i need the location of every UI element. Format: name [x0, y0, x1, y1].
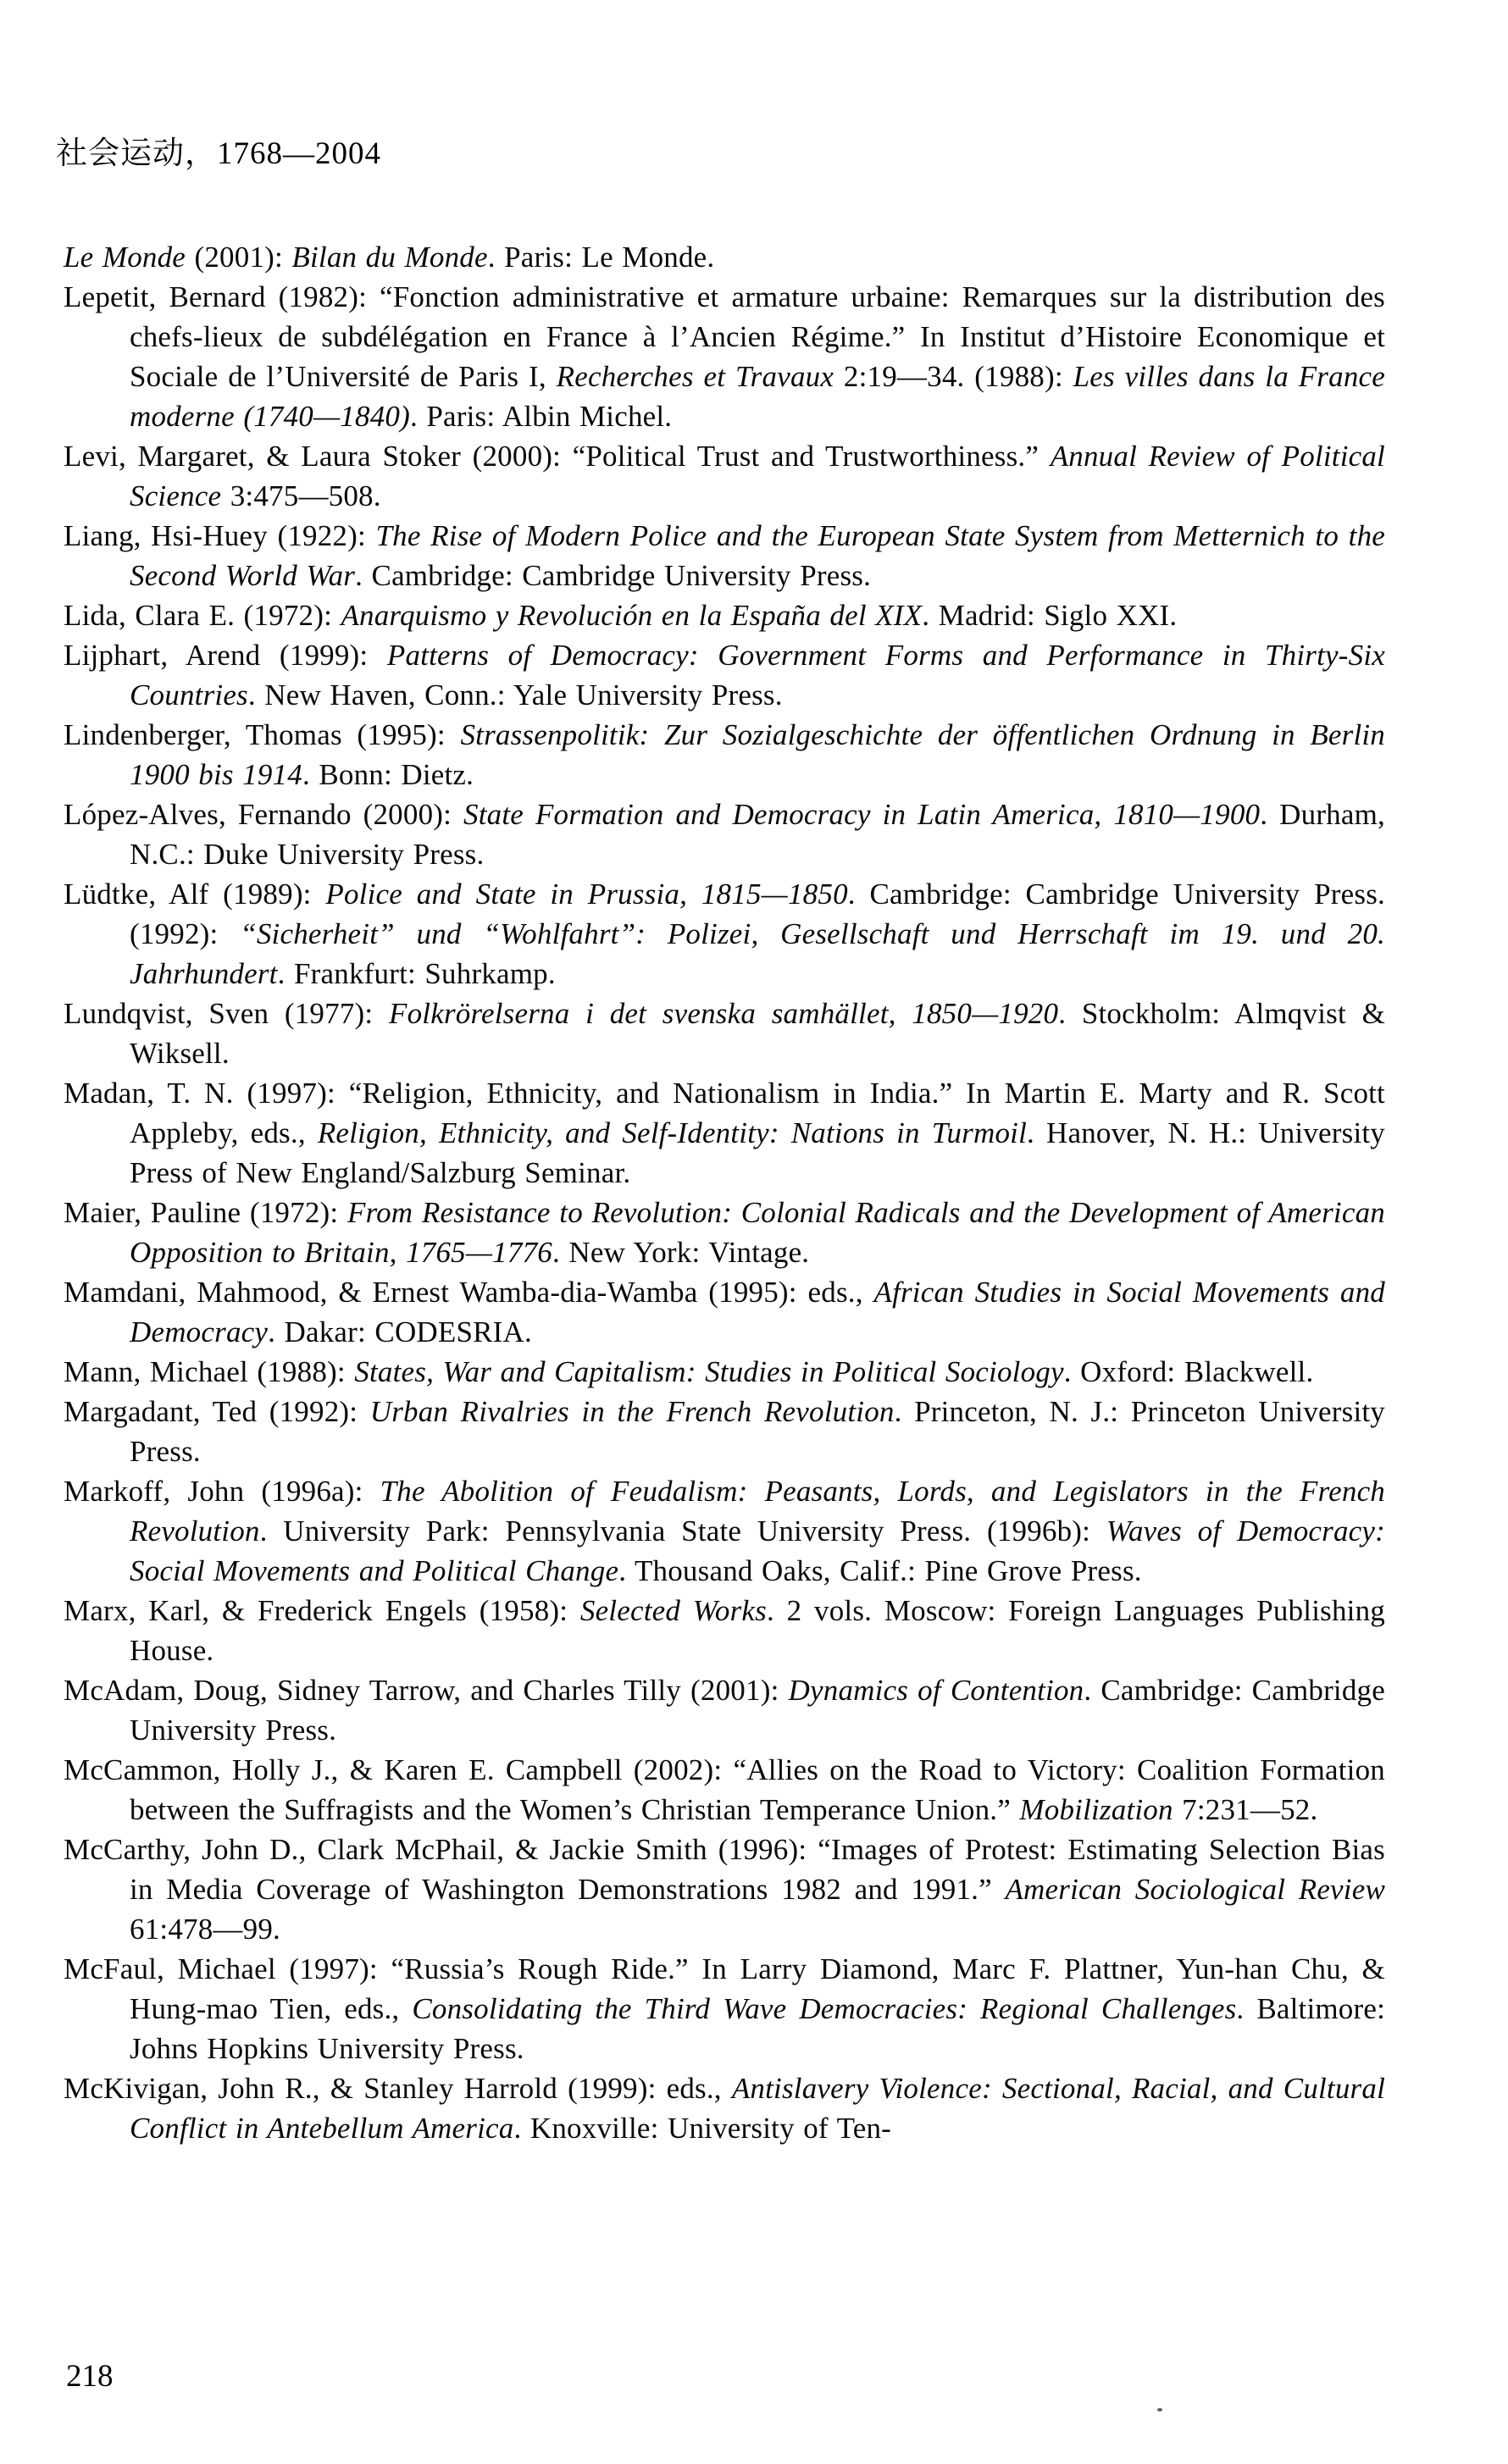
reference-title-segment: Urban Rivalries in the French Revolution — [369, 1395, 895, 1428]
reference-entry — [64, 516, 1385, 595]
reference-entry — [64, 1471, 1385, 1591]
reference-text-segment: Marx, Karl, & Frederick Engels (1958): — [64, 1594, 580, 1627]
reference-entry — [64, 795, 1385, 874]
reference-entry — [64, 1392, 1385, 1471]
reference-text-segment: 7:231—52. — [1173, 1793, 1318, 1826]
reference-entry — [64, 1670, 1385, 1750]
reference-text-segment: Mamdani, Mahmood, & Ernest Wamba-dia-Wamba (1995): eds., — [64, 1276, 874, 1309]
reference-title-segment: Waves of Democracy: Social Movements and Political Change — [130, 1514, 1385, 1587]
reference-title-segment: The Abolition of Feudalism: Peasants, Lords, and Legislators in the French Revolution — [130, 1475, 1385, 1548]
reference-text-segment: Lida, Clara E. (1972): — [64, 599, 341, 632]
reference-entry — [64, 994, 1385, 1073]
reference-text-segment: Mann, Michael (1988): — [64, 1355, 355, 1388]
reference-text-segment: Madan, T. N. (1997): “Religion, Ethnicity, and Nationalism in India.” In Martin E. Marty and R. Scott Appleby, eds., — [64, 1077, 1385, 1149]
reference-entry — [64, 1949, 1385, 2068]
reference-entry — [64, 635, 1385, 715]
reference-entry — [64, 1272, 1385, 1352]
reference-title-segment: Strassenpolitik: Zur Sozialgeschichte der öffentlichen Ordnung in Berlin 1900 bis 1914 — [130, 718, 1386, 791]
reference-title-segment: States, War and Capitalism: Studies in Political Sociology — [354, 1355, 1064, 1388]
reference-text-segment: (2001): — [186, 241, 292, 274]
reference-title-segment: American Sociological Review — [1005, 1873, 1385, 1906]
reference-text-segment: Maier, Pauline (1972): — [64, 1196, 347, 1229]
reference-text-segment: . Hanover, N. H.: University Press of New England/Salzburg Seminar. — [130, 1116, 1386, 1189]
reference-text-segment: . Frankfurt: Suhrkamp. — [277, 957, 556, 990]
reference-title-segment: Selected Works — [579, 1594, 767, 1627]
reference-text-segment: Lepetit, Bernard (1982): “Fonction administrative et armature urbaine: Remarques sur la distribution des chefs-lieux de subdélégation en France à l’Ancien Régime.” In Institut d’Histoire Economique et Sociale de l’Université de Paris I, — [64, 280, 1385, 393]
reference-entry — [64, 277, 1385, 436]
reference-entry — [64, 2068, 1385, 2148]
reference-title-segment: Folkrörelserna i det svenska samhället, 1850—1920 — [389, 997, 1059, 1030]
reference-title-segment: Mobilization — [1019, 1793, 1173, 1826]
reference-text-segment: . Thousand Oaks, Calif.: Pine Grove Press. — [618, 1554, 1142, 1587]
reference-entry — [64, 595, 1385, 635]
reference-text-segment: Lundqvist, Sven (1977): — [64, 997, 390, 1030]
reference-text-segment: McFaul, Michael (1997): “Russia’s Rough Ride.” In Larry Diamond, Marc F. Plattner, Yun-han Chu, & Hung-mao Tien, eds., — [64, 1952, 1385, 2025]
reference-text-segment: . Stockholm: Almqvist & Wiksell. — [130, 997, 1385, 1070]
reference-text-segment: . Paris: Le Monde. — [487, 241, 715, 274]
reference-text-segment: . Paris: Albin Michel. — [409, 400, 673, 433]
reference-text-segment: López-Alves, Fernando (2000): — [64, 798, 464, 831]
reference-title-segment: Les villes dans la France moderne (1740—1840) — [130, 360, 1385, 433]
reference-title-segment: Annual Review of Political Science — [130, 440, 1385, 512]
reference-text-segment: . Princeton, N. J.: Princeton University Press. — [130, 1395, 1385, 1468]
reference-title-segment: Police and State in Prussia, 1815—1850 — [325, 878, 848, 911]
reference-text-segment: McAdam, Doug, Sidney Tarrow, and Charles Tilly (2001): — [64, 1674, 789, 1707]
reference-entry — [64, 1193, 1385, 1272]
reference-text-segment: . Knoxville: University of Ten- — [513, 2112, 892, 2145]
reference-entry — [64, 1352, 1385, 1392]
reference-entry — [64, 715, 1385, 795]
reference-text-segment: . New York: Vintage. — [552, 1236, 810, 1269]
reference-title-segment: “Sicherheit” und “Wohlfahrt”: Polizei, Gesellschaft und Herrschaft im 19. und 20. Jahrhundert — [130, 917, 1385, 990]
reference-entry — [64, 1830, 1385, 1949]
reference-title-segment: State Formation and Democracy in Latin America, 1810—1900 — [463, 798, 1261, 831]
reference-text-segment: McCammon, Holly J., & Karen E. Campbell (2002): “Allies on the Road to Victory: Coalition Formation between the Suffragists and the Women’s Christian Temperance Union.” — [64, 1753, 1385, 1826]
reference-title-segment: Dynamics of Contention — [788, 1674, 1084, 1707]
reference-title-segment: Anarquismo y Revolución en la España del XIX — [341, 599, 923, 632]
reference-text-segment: . University Park: Pennsylvania State University Press. (1996b): — [259, 1514, 1106, 1548]
reference-text-segment: Lindenberger, Thomas (1995): — [64, 718, 461, 751]
reference-text-segment: Liang, Hsi-Huey (1922): — [64, 519, 376, 552]
reference-entry — [64, 1073, 1385, 1193]
reference-text-segment: McCarthy, John D., Clark McPhail, & Jackie Smith (1996): “Images of Protest: Estimating Selection Bias in Media Coverage of Washington Demonstrations 1982 and 1991.” — [64, 1833, 1385, 1906]
reference-text-segment: . 2 vols. Moscow: Foreign Languages Publishing House. — [130, 1594, 1385, 1667]
reference-entry — [64, 874, 1385, 994]
reference-title-segment: Religion, Ethnicity, and Self-Identity: Nations in Turmoil — [317, 1116, 1028, 1149]
reference-text-segment: . Baltimore: Johns Hopkins University Press. — [130, 1992, 1386, 2065]
reference-text-segment: McKivigan, John R., & Stanley Harrold (1999): eds., — [64, 2072, 732, 2105]
reference-text-segment: 61:478—99. — [130, 1913, 280, 1946]
reference-text-segment: . Bonn: Dietz. — [302, 758, 474, 791]
reference-text-segment: Lüdtke, Alf (1989): — [64, 878, 326, 911]
running-header: 社会运动，1768—2004 — [56, 136, 381, 171]
reference-entry — [64, 1591, 1385, 1670]
reference-text-segment: Lijphart, Arend (1999): — [64, 639, 387, 672]
reference-list — [64, 237, 1385, 2148]
reference-text-segment: 3:475—508. — [221, 479, 381, 512]
scan-speck — [1157, 2408, 1162, 2411]
reference-entry — [64, 436, 1385, 516]
reference-text-segment: . Cambridge: Cambridge University Press. — [130, 1674, 1385, 1747]
reference-title-segment: Le Monde — [64, 241, 186, 274]
reference-entry — [64, 237, 1385, 277]
reference-title-segment: Antislavery Violence: Sectional, Racial, and Cultural Conflict in Antebellum America — [130, 2072, 1385, 2145]
reference-entry — [64, 1750, 1385, 1830]
reference-text-segment: . Cambridge: Cambridge University Press. — [355, 559, 872, 592]
reference-text-segment: Levi, Margaret, & Laura Stoker (2000): “Political Trust and Trustworthiness.” — [64, 440, 1051, 473]
page-number: 218 — [66, 2359, 114, 2394]
reference-text-segment: . Durham, N.C.: Duke University Press. — [130, 798, 1385, 871]
reference-text-segment: . Cambridge: Cambridge University Press. (1992): — [130, 878, 1385, 950]
reference-text-segment: . Oxford: Blackwell. — [1063, 1355, 1314, 1388]
reference-title-segment: Recherches et Travaux — [556, 360, 834, 393]
reference-title-segment: Patterns of Democracy: Government Forms and Performance in Thirty-Six Countries — [130, 639, 1385, 712]
reference-text-segment: . Madrid: Siglo XXI. — [922, 599, 1178, 632]
reference-text-segment: Markoff, John (1996a): — [64, 1475, 380, 1508]
reference-title-segment: The Rise of Modern Police and the European State System from Metternich to the Second World War — [130, 519, 1385, 592]
reference-text-segment: . Dakar: CODESRIA. — [268, 1315, 532, 1348]
reference-text-segment: 2:19—34. (1988): — [834, 360, 1073, 393]
reference-text-segment: Margadant, Ted (1992): — [64, 1395, 370, 1428]
reference-title-segment: Consolidating the Third Wave Democracies: Regional Challenges — [412, 1992, 1237, 2025]
reference-title-segment: From Resistance to Revolution: Colonial Radicals and the Development of American Opposition to Britain, 1765—1776 — [130, 1196, 1385, 1269]
reference-title-segment: Bilan du Monde — [291, 241, 488, 274]
reference-text-segment: . New Haven, Conn.: Yale University Press. — [247, 678, 783, 712]
reference-title-segment: African Studies in Social Movements and Democracy — [130, 1276, 1385, 1348]
